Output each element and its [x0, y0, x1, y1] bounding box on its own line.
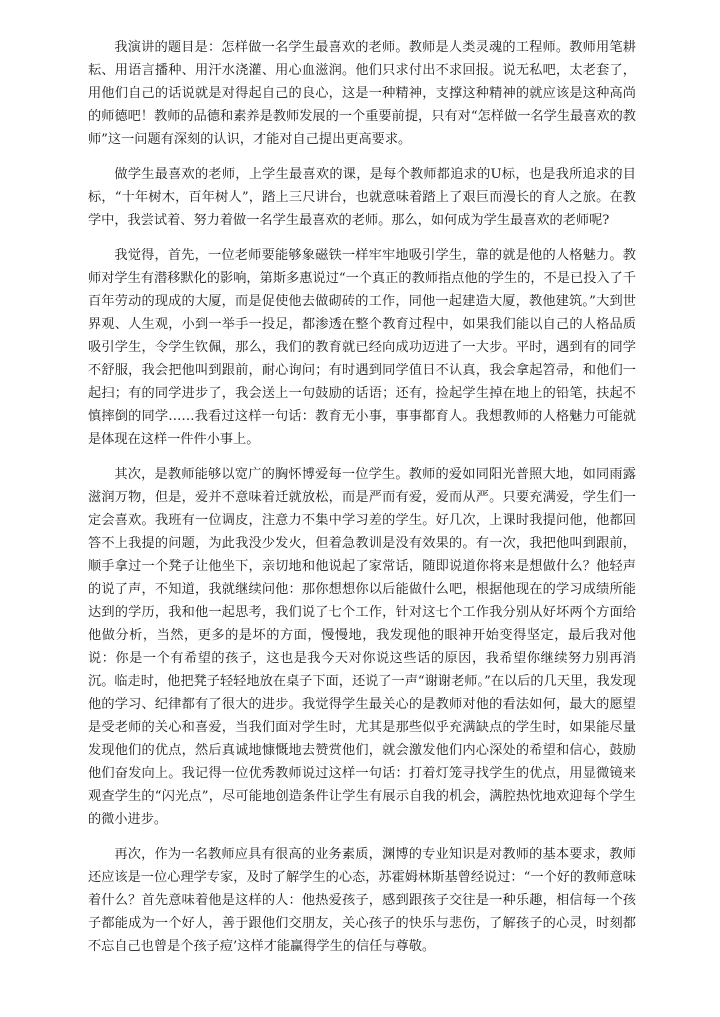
- paragraph-love: 其次，是教师能够以宽广的胸怀博爱每一位学生。教师的爱如同阳光普照大地，如同雨露滋润万物，但是，爱并不意味着迁就放松，而是严而有爱，爱而从严。只要充满爱，学生们一定会喜欢。我班有一位调皮，注意力不集中学习差的学生。好几次，上课时我提问他，他都回答不上我提的问题，为此我没少发火，但着急教训是没有效果的。有一次，我把他叫到跟前，顺手拿过一个凳子让他坐下，亲切地和他说起了家常话，随即说道你将来是想做什么？他轻声的说了声，不知道，我就继续问他：那你想想你以后能做什么吧，根据他现在的学习成绩所能达到的学历，我和他一起思考，我们说了七个工作，针对这七个工作我分别从好坏两个方面给他做分析，当然，更多的是坏的方面，慢慢地，我发现他的眼神开始变得坚定，最后我对他说：你是一个有希望的孩子，这也是我今天对你说这些话的原因，我希望你继续努力别再消沉。临走时，他把凳子轻轻地放在桌子下面，还说了一声“谢谢老师。”在以后的几天里，我发现他的学习、纪律都有了很大的进步。我觉得学生最关心的是教师对他的看法如何，最大的愿望是受老师的关心和喜爱，当我们面对学生时，尤其是那些似乎充满缺点的学生时，如果能尽量发现他们的优点，然后真诚地慷慨地去赞赏他们，就会激发他们内心深处的希望和信心，鼓励他们奋发向上。我记得一位优秀教师说过这样一句话：打着灯笼寻找学生的优点，用显微镜来观查学生的“闪光点”，尽可能地创造条件让学生有展示自我的机会，满腔热忱地欢迎每个学生的微小进步。: [88, 467, 636, 827]
- paragraph-intro: 我演讲的题目是：怎样做一名学生最喜欢的老师。教师是人类灵魂的工程师。教师用笔耕耘、用语言播种、用汗水浇灌、用心血滋润。他们只求付出不求回报。说无私吧，太老套了，用他们自己的话说就是对得起自己的良心，这是一种精神，支撑这种精神的就应该是这种高尚的师德吧！教师的品德和素养是教师发展的一个重要前提，只有对“怎样做一名学生最喜欢的教师”这一问题有深刻的认识，才能对自己提出更高要求。: [88, 40, 636, 147]
- paragraph-personality: 我觉得，首先，一位老师要能够象磁铁一样牢牢地吸引学生，靠的就是他的人格魅力。教师对学生有潜移默化的影响，第斯多惠说过“一个真正的教师指点他的学生的，不是已投入了千百年劳动的现成的大厦，而是促使他去做砌砖的工作，同他一起建造大厦，教他建筑。”大到世界观、人生观，小到一举手一投足，都渗透在整个教育过程中，如果我们能以自己的人格品质吸引学生，令学生钦佩，那么，我们的教育就已经向成功迈进了一大步。平时，遇到有的同学不舒服，我会把他叫到跟前，耐心询问；有时遇到同学值日不认真，我会拿起笤帚，和他们一起扫；有的同学进步了，我会送上一句鼓励的话语；还有，捡起学生掉在地上的铅笔，扶起不慎摔倒的同学……我看过这样一句话：教育无小事，事事都育人。我想教师的人格魅力可能就是体现在这样一件件小事上。: [88, 248, 636, 447]
- paragraph-expertise: 再次，作为一名教师应具有很高的业务素质，渊博的专业知识是对教师的基本要求，教师还应该是一位心理学专家，及时了解学生的心态，苏霍姆林斯基曾经说过：“一个好的教师意味着什么？首先意味着他是这样的人：他热爱孩子，感到跟孩子交往是一种乐趣，相信每一个孩子都能成为一个好人，善于跟他们交朋友，关心孩子的快乐与悲伤，了解孩子的心灵，时刻都不忘自己也曾是个孩子痘’这样才能赢得学生的信任与尊敬。: [88, 847, 636, 954]
- paragraph-goal: 做学生最喜欢的老师，上学生最喜欢的课，是每个教师都追求的U标，也是我所追求的目标，“十年树木，百年树人”，踏上三尺讲台，也就意味着踏上了艰巨而漫长的育人之旅。在教学中，我尝试着、努力着做一名学生最喜欢的老师。那么，如何成为学生最喜欢的老师呢?: [88, 167, 636, 228]
- document-body: [88, 36, 636, 970]
